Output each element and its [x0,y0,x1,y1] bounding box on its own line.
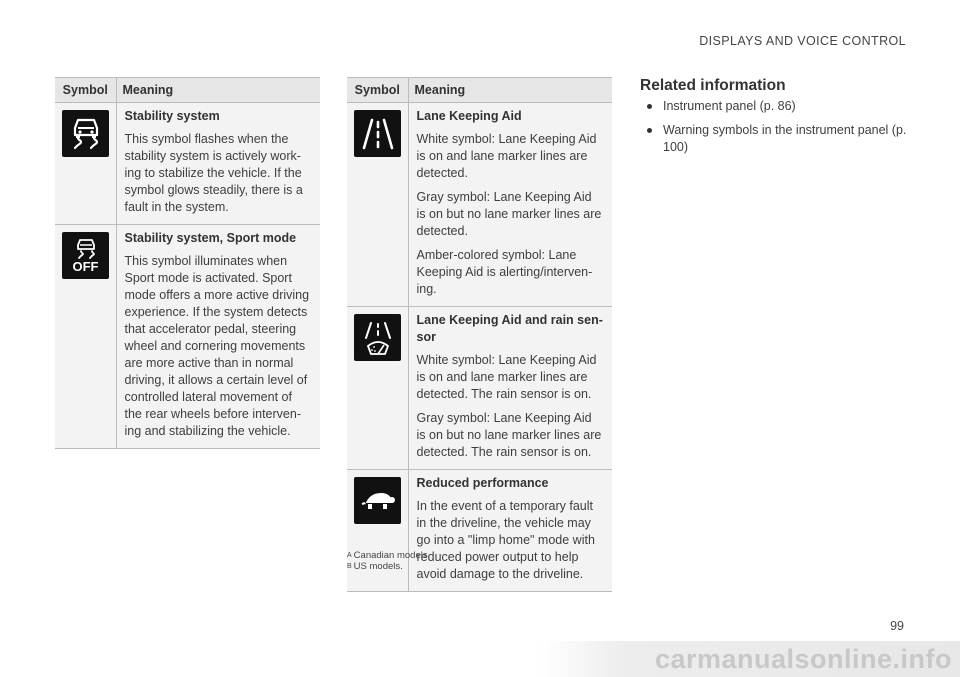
meaning-column-header: Meaning [116,78,320,103]
lane-keeping-aid-icon [354,110,401,157]
stability-sport-mode-icon [62,232,109,279]
symbol-column-header: Symbol [55,78,116,103]
page-number: 99 [890,619,904,633]
footnote: $^A$ Canadian models. [347,550,431,561]
table-row [55,103,320,225]
footnote: $^B$ US models. [347,561,403,572]
footnotes [347,550,430,572]
entry-description: In the event of a temporary fault in the driveline, the vehicle may go into a "limp home" mode with reduced power output to help avoid damage to the driveline. [416,499,595,581]
table-row [347,307,612,470]
entry-description: This symbol flashes when the stability system is actively work-ing to stabilize the vehicle. If the symbol glows steadily, there is a fault in the system. [124,132,303,214]
entry-description: White symbol: Lane Keeping Aid is on and lane marker lines are detected. The rain sensor is on. [416,353,597,401]
related-link[interactable]: Instrument panel (p. 86) [640,98,910,115]
meaning-column-header: Meaning [408,78,612,103]
entry-description: Gray symbol: Lane Keeping Aid is on but no lane marker lines are detected. [416,190,602,238]
entry-title: Lane Keeping Aid and rain sen-sor [416,313,603,344]
related-link[interactable]: Warning symbols in the instrument panel (p. 100) [640,122,910,156]
symbol-table-right [347,77,612,592]
entry-description: This symbol illuminates when Sport mode is activated. Sport mode offers a more active driving experience. If the system detects that accelerator pedal, steering wheel and cornering movements are more active than in normal driving, it allows a certain level of controlled lateral movement of the rear wheels before interven-ing and stabilizing the vehicle. [124,254,310,438]
symbol-table-left [55,77,320,449]
related-information [640,77,910,163]
reduced-performance-turtle-icon [354,477,401,524]
entry-title: Stability system, Sport mode [124,231,297,245]
watermark: carmanualsonline.info [540,641,960,677]
entry-title: Lane Keeping Aid [416,109,522,123]
table-row [347,103,612,307]
table-row [347,470,612,592]
section-header: DISPLAYS AND VOICE CONTROL [699,34,906,48]
related-heading: Related information [640,77,786,94]
entry-description: Amber-colored symbol: Lane Keeping Aid is alerting/interven-ing. [416,248,593,296]
lane-keeping-rain-sensor-icon [354,314,401,361]
table-row [55,225,320,449]
icon-off-label: OFF [72,259,99,274]
entry-title: Stability system [124,109,220,123]
stability-system-icon [62,110,109,157]
entry-description: White symbol: Lane Keeping Aid is on and lane marker lines are detected. [416,132,597,180]
entry-description: Gray symbol: Lane Keeping Aid is on but no lane marker lines are detected. The rain sensor is on. [416,411,602,459]
symbol-column-header: Symbol [347,78,408,103]
entry-title: Reduced performance [416,476,549,490]
